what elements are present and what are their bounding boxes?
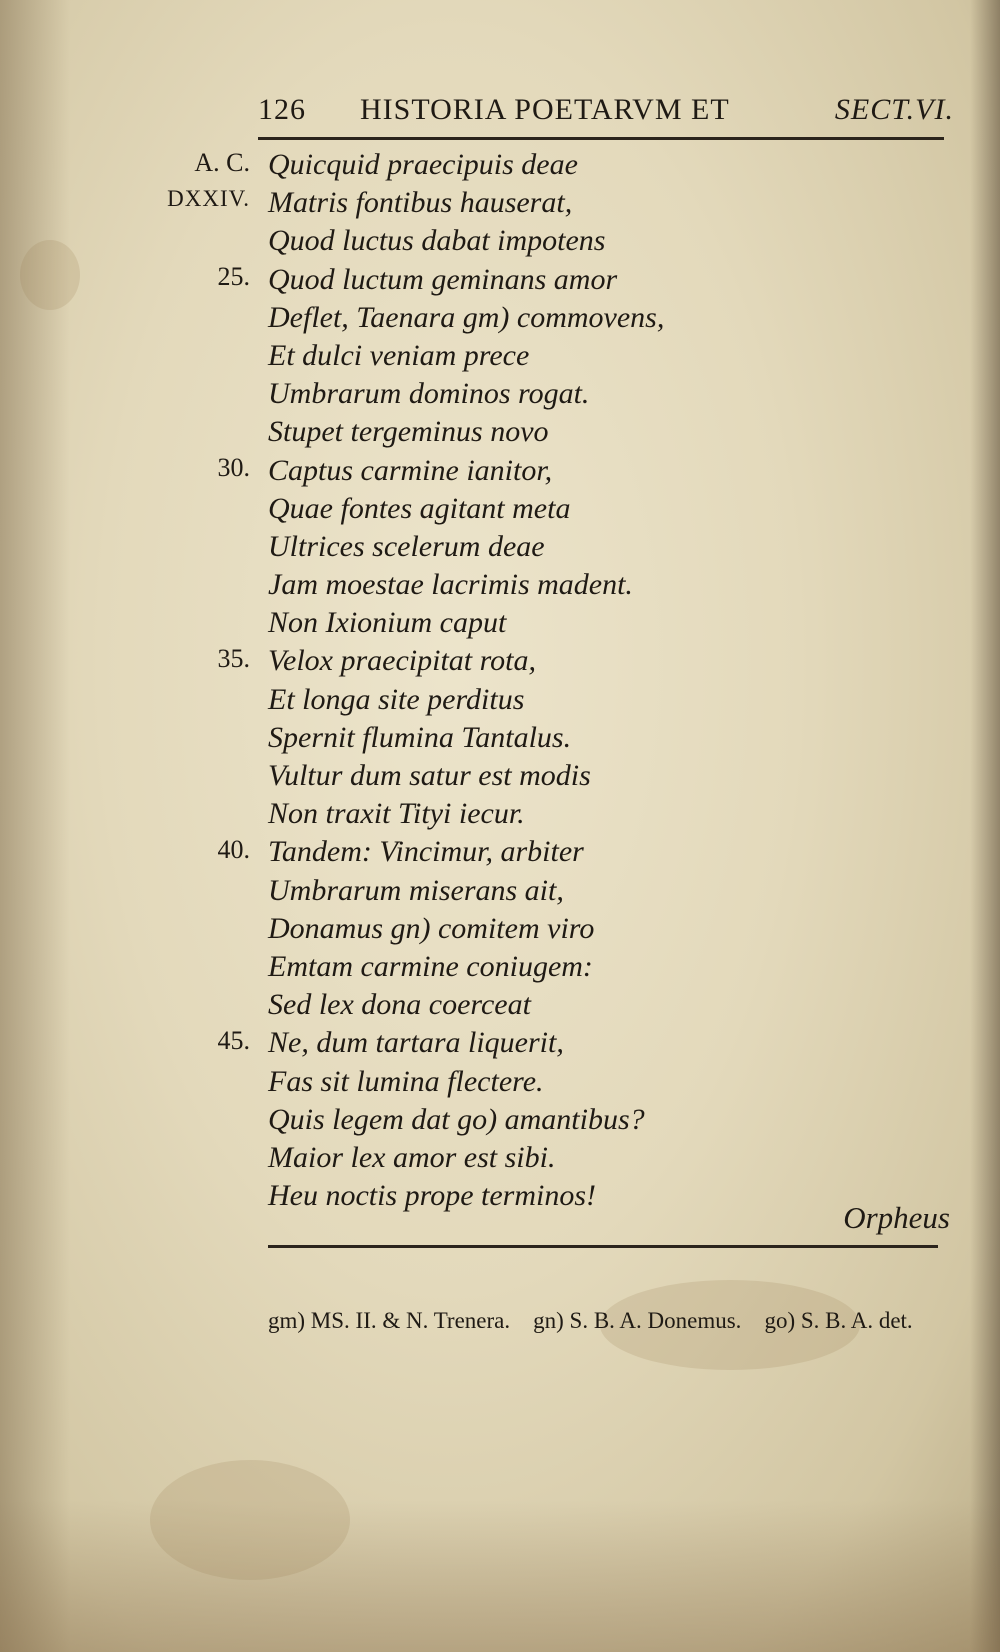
footnote-go: go) S. B. A. det. xyxy=(764,1308,913,1333)
verse-block xyxy=(268,146,664,1215)
foxing-stain xyxy=(150,1460,350,1580)
verse-line: Non Ixionium caput xyxy=(268,606,507,640)
footnotes xyxy=(268,1306,958,1336)
running-title: HISTORIA POETARVM ET xyxy=(360,93,730,126)
verse-line: Deflet, Taenara gm) commovens, xyxy=(268,300,665,334)
page-number: 126 xyxy=(258,93,306,126)
catchword: Orpheus xyxy=(843,1200,950,1235)
verse-line: Stupet tergeminus novo xyxy=(268,415,549,449)
verse-line: Captus carmine ianitor, xyxy=(268,453,553,487)
section-label: SECT.VI. xyxy=(834,93,954,126)
margin-year: DXXIV. xyxy=(167,186,250,211)
footnote-gm: gm) MS. II. & N. Trenera. xyxy=(268,1308,511,1333)
header-rule xyxy=(258,137,944,140)
verse-line: Quis legem dat go) amantibus? xyxy=(268,1102,645,1136)
verse-line: Ultrices scelerum deae xyxy=(268,529,545,563)
verse-line: Quae fontes agitant meta xyxy=(268,491,571,525)
footnote-gn: gn) S. B. A. Donemus. xyxy=(533,1308,742,1333)
foxing-stain xyxy=(20,240,80,310)
verse-line: Heu noctis prope terminos! xyxy=(268,1179,597,1213)
verse-line: Quod luctus dabat impotens xyxy=(268,224,606,258)
margin-era: A. C. xyxy=(194,148,250,177)
verse-line: Sed lex dona coerceat xyxy=(268,988,531,1022)
line-number: 35. xyxy=(217,644,250,673)
verse-line: Emtam carmine coniugem: xyxy=(268,949,593,983)
verse-line: Velox praecipitat rota, xyxy=(268,644,537,678)
verse-line: Spernit flumina Tantalus. xyxy=(268,720,572,754)
verse-line: Donamus gn) comitem viro xyxy=(268,911,595,945)
line-number: 25. xyxy=(217,262,250,291)
line-number: 45. xyxy=(217,1026,250,1055)
verse-line: Jam moestae lacrimis madent. xyxy=(268,568,633,602)
verse-line: Maior lex amor est sibi. xyxy=(268,1140,556,1174)
verse-line: Umbrarum miserans ait, xyxy=(268,873,564,907)
verse-line: Umbrarum dominos rogat. xyxy=(268,377,590,411)
verse-line: Non traxit Tityi iecur. xyxy=(268,797,525,831)
line-number: 40. xyxy=(217,835,250,864)
running-head xyxy=(258,93,954,133)
page-edge-shadow xyxy=(970,0,1000,1652)
verse-line: Quod luctum geminans amor xyxy=(268,262,618,296)
verse-line: Et longa site perditus xyxy=(268,682,525,716)
verse-line: Ne, dum tartara liquerit, xyxy=(268,1026,564,1060)
line-number: 30. xyxy=(217,453,250,482)
verse-line: Quicquid praecipuis deae xyxy=(268,148,578,181)
verse-line: Matris fontibus hauserat, xyxy=(268,186,573,220)
verse-line: Tandem: Vincimur, arbiter xyxy=(268,835,584,869)
verse-line: Vultur dum satur est modis xyxy=(268,759,591,792)
footnote-rule xyxy=(268,1245,938,1248)
verse-line: Fas sit lumina flectere. xyxy=(268,1064,544,1098)
verse-line: Et dulci veniam prece xyxy=(268,338,530,372)
